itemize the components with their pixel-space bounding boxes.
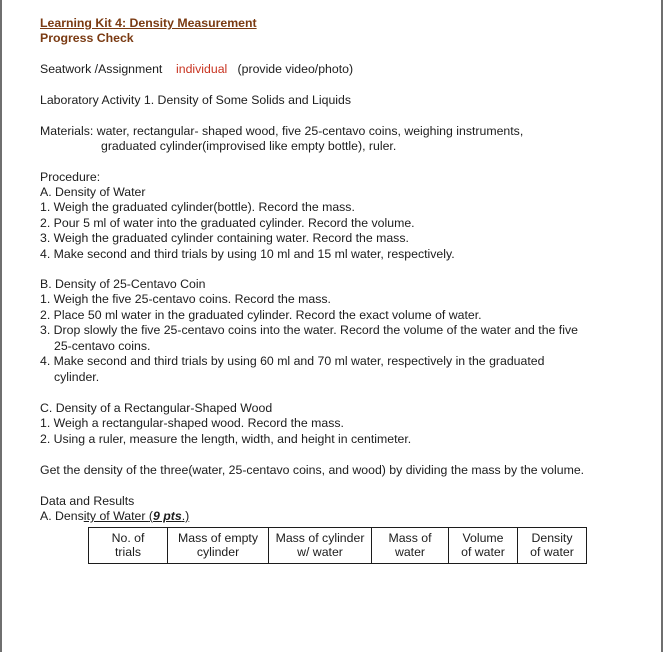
materials-line-2: graduated cylinder(improvised like empty bottle), ruler. — [101, 139, 397, 153]
column-header-mass-empty-cylinder: Mass of empty cylinder — [168, 528, 269, 564]
section-c-step: 1. Weigh a rectangular-shaped wood. Record the mass. — [40, 416, 344, 430]
density-instruction: Get the density of the three(water, 25-centavo coins, and wood) by dividing the mass by the volume. — [40, 463, 585, 477]
section-a-title: A. Density of Water — [40, 185, 146, 199]
section-a-step: 1. Weigh the graduated cylinder(bottle). Record the mass. — [40, 200, 355, 214]
column-header-mass-water: Mass of water — [372, 528, 449, 564]
table-header-row — [89, 528, 587, 564]
table-title-underlined: ity of Water (9 pts.) — [83, 509, 190, 523]
section-a-step: 4. Make second and third trials by using 10 ml and 15 ml water, respectively. — [40, 247, 455, 261]
procedure-heading: Procedure: — [40, 170, 101, 184]
section-c-title: C. Density of a Rectangular-Shaped Wood — [40, 401, 273, 415]
section-b-step: 2. Place 50 ml water in the graduated cylinder. Record the exact volume of water. — [40, 308, 482, 322]
points-value: 9 pts — [153, 509, 182, 523]
page-left-edge — [0, 0, 2, 652]
column-header-mass-cylinder-water: Mass of cylinder w/ water — [269, 528, 372, 564]
activity-title: Laboratory Activity 1. Density of Some Solids and Liquids — [40, 93, 352, 107]
density-of-water-table — [88, 527, 587, 564]
section-a-step: 2. Pour 5 ml of water into the graduated cylinder. Record the volume. — [40, 216, 415, 230]
document-subtitle: Progress Check — [40, 31, 134, 45]
results-heading: Data and Results — [40, 494, 135, 508]
document-title: Learning Kit 4: Density Measurement — [40, 16, 257, 30]
column-header-volume-water: Volume of water — [449, 528, 518, 564]
section-b-title: B. Density of 25-Centavo Coin — [40, 277, 206, 291]
materials-line-1: Materials: water, rectangular- shaped wood, five 25-centavo coins, weighing instruments, — [40, 124, 524, 138]
seatwork-line — [40, 62, 353, 77]
table-title-prefix: A. Dens — [40, 509, 84, 523]
table-title — [40, 509, 189, 524]
section-a-step: 3. Weigh the graduated cylinder containing water. Record the mass. — [40, 231, 409, 245]
section-b-step-continuation: 25-centavo coins. — [54, 339, 151, 353]
seatwork-note: (provide video/photo) — [237, 62, 354, 76]
section-b-step: 3. Drop slowly the five 25-centavo coins into the water. Record the volume of the water and the five — [40, 323, 578, 337]
seatwork-mode: individual — [176, 62, 228, 76]
section-c-step: 2. Using a ruler, measure the length, width, and height in centimeter. — [40, 432, 412, 446]
column-header-trials: No. of trials — [89, 528, 168, 564]
section-b-step: 4. Make second and third trials by using 60 ml and 70 ml water, respectively in the graduated — [40, 354, 545, 368]
seatwork-label: Seatwork /Assignment — [40, 62, 163, 76]
column-header-density-water: Density of water — [518, 528, 587, 564]
section-b-step-continuation: cylinder. — [54, 370, 100, 384]
section-b-step: 1. Weigh the five 25-centavo coins. Record the mass. — [40, 292, 331, 306]
